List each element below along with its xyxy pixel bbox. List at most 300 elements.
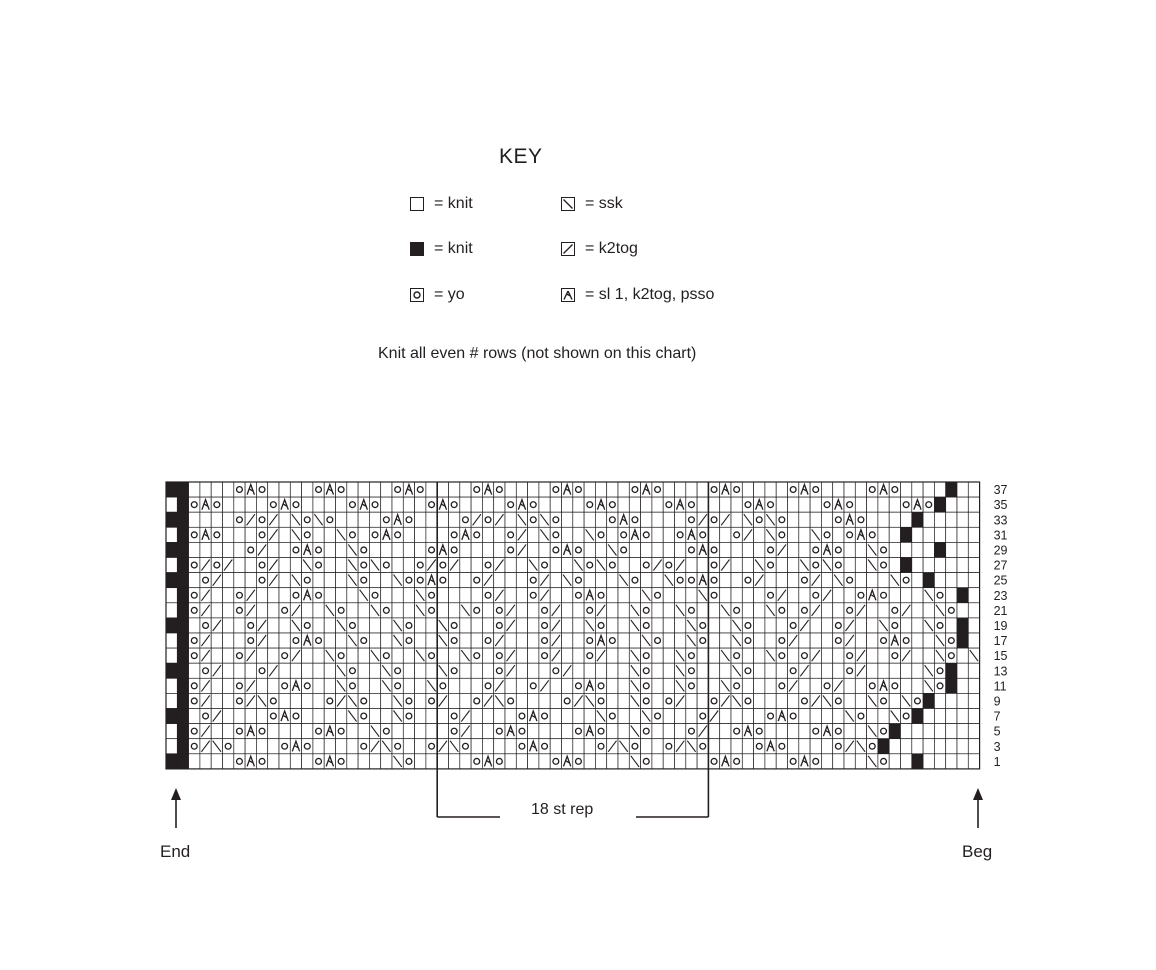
yo-cell [844, 603, 855, 618]
yo-cell [878, 754, 889, 769]
yo-cell [584, 603, 595, 618]
knit-cell [415, 512, 426, 527]
knit-cell [336, 542, 347, 557]
knit-cell [708, 603, 719, 618]
knit-cell [471, 588, 482, 603]
knit-cell [788, 693, 799, 708]
knit-cell [788, 588, 799, 603]
knit-cell [381, 709, 392, 724]
knit-cell [437, 724, 448, 739]
knit-cell [968, 633, 979, 648]
yo-cell [494, 618, 505, 633]
knit-cell [618, 588, 629, 603]
knit-black-cell [177, 573, 188, 588]
knit-cell [223, 754, 234, 769]
knit-cell [934, 558, 945, 573]
yo-cell [833, 542, 844, 557]
knit-cell [652, 678, 663, 693]
knit-cell [528, 633, 539, 648]
knit-black-cell [166, 754, 177, 769]
knit-cell [516, 693, 527, 708]
yo-cell [833, 618, 844, 633]
knit-cell [268, 588, 279, 603]
chart-note: Knit all even # rows (not shown on this chart) [378, 345, 697, 362]
knit-cell [742, 648, 753, 663]
knit-cell [290, 693, 301, 708]
yo-cell [313, 724, 324, 739]
knit-cell [392, 724, 403, 739]
knit-cell [697, 648, 708, 663]
knit-cell [573, 497, 584, 512]
knit-cell [821, 709, 832, 724]
knit-cell [810, 512, 821, 527]
knit-cell [754, 693, 765, 708]
yo-cell [336, 603, 347, 618]
yo-cell [381, 603, 392, 618]
knit-cell [268, 482, 279, 497]
knit-cell [742, 482, 753, 497]
knit-cell [223, 482, 234, 497]
knit-cell [313, 648, 324, 663]
knit-cell [946, 693, 957, 708]
knit-black-cell [177, 739, 188, 754]
yo-cell [788, 709, 799, 724]
knit-cell [562, 588, 573, 603]
knit-cell [663, 588, 674, 603]
knit-cell [607, 482, 618, 497]
yo-cell [539, 709, 550, 724]
yo-cell [821, 527, 832, 542]
yo-cell [358, 633, 369, 648]
yo-cell [844, 497, 855, 512]
knit-cell [234, 618, 245, 633]
knit-cell [776, 482, 787, 497]
yo-cell [494, 482, 505, 497]
yo-cell [189, 693, 200, 708]
knit-cell [358, 663, 369, 678]
knit-cell [268, 678, 279, 693]
yo-cell [471, 482, 482, 497]
knit-black-cell [912, 709, 923, 724]
yo-cell [482, 678, 493, 693]
knit-cell [844, 542, 855, 557]
yo-cell [641, 527, 652, 542]
knit-cell [392, 497, 403, 512]
knit-cell [166, 693, 177, 708]
knit-cell [211, 648, 222, 663]
knit-cell [889, 588, 900, 603]
knit-cell [765, 678, 776, 693]
knit-cell [652, 497, 663, 512]
knit-cell [562, 678, 573, 693]
yo-cell [573, 482, 584, 497]
knit-cell [946, 724, 957, 739]
yo-cell [460, 512, 471, 527]
yo-cell [742, 693, 753, 708]
knit-cell [369, 663, 380, 678]
knit-cell [968, 739, 979, 754]
knit-cell [324, 663, 335, 678]
knit-cell [471, 678, 482, 693]
yo-cell [528, 678, 539, 693]
yo-cell [878, 693, 889, 708]
repeat-label: 18 st rep [531, 801, 594, 818]
knit-cell [731, 709, 742, 724]
yo-cell [302, 678, 313, 693]
knit-cell [731, 588, 742, 603]
yo-cell [256, 527, 267, 542]
knit-cell [765, 573, 776, 588]
knit-cell [200, 512, 211, 527]
knit-cell [211, 482, 222, 497]
knit-cell [833, 527, 844, 542]
knit-cell [618, 497, 629, 512]
knit-cell [584, 739, 595, 754]
yo-cell [482, 512, 493, 527]
row-number: 35 [993, 498, 1008, 513]
knit-cell [901, 512, 912, 527]
knit-cell [381, 693, 392, 708]
row-number: 23 [993, 588, 1008, 603]
yo-cell [256, 754, 267, 769]
yo-cell [358, 558, 369, 573]
knit-cell [957, 512, 968, 527]
yo-cell [731, 648, 742, 663]
knit-cell [539, 542, 550, 557]
knit-cell [776, 497, 787, 512]
yo-cell [494, 754, 505, 769]
knit-black-cell [946, 482, 957, 497]
yo-cell [279, 739, 290, 754]
knit-cell [618, 678, 629, 693]
knit-cell [675, 542, 686, 557]
knit-cell [686, 709, 697, 724]
knit-cell [528, 542, 539, 557]
knit-cell [675, 588, 686, 603]
knit-cell [358, 648, 369, 663]
yo-cell [211, 527, 222, 542]
yo-cell [629, 482, 640, 497]
yo-cell [539, 633, 550, 648]
yo-cell [731, 482, 742, 497]
yo-cell [268, 497, 279, 512]
yo-cell [663, 739, 674, 754]
yo-cell [686, 678, 697, 693]
knit-cell [189, 754, 200, 769]
yo-cell [629, 573, 640, 588]
knit-black-cell [177, 497, 188, 512]
knit-cell [968, 693, 979, 708]
knit-cell [358, 482, 369, 497]
yo-cell [697, 618, 708, 633]
knit-cell [471, 497, 482, 512]
knit-cell [652, 527, 663, 542]
knit-cell [901, 663, 912, 678]
end-arrow-icon [171, 788, 181, 800]
knit-cell [788, 527, 799, 542]
knit-cell [776, 573, 787, 588]
knit-cell [957, 573, 968, 588]
knit-cell [584, 482, 595, 497]
knit-cell [754, 633, 765, 648]
yo-cell [200, 618, 211, 633]
knit-cell [539, 724, 550, 739]
yo-cell [878, 724, 889, 739]
yo-cell [516, 724, 527, 739]
knit-cell [912, 482, 923, 497]
knit-cell [607, 663, 618, 678]
row-number: 1 [993, 754, 1001, 769]
knit-cell [957, 709, 968, 724]
knit-cell [403, 663, 414, 678]
yo-cell [573, 754, 584, 769]
knit-cell [595, 573, 606, 588]
knit-cell [968, 678, 979, 693]
knit-cell [449, 678, 460, 693]
knit-cell [223, 724, 234, 739]
knit-cell [279, 724, 290, 739]
knit-cell [166, 588, 177, 603]
yo-cell [765, 497, 776, 512]
knit-cell [618, 724, 629, 739]
knit-cell [742, 754, 753, 769]
yo-cell [776, 739, 787, 754]
knit-cell [652, 648, 663, 663]
knit-cell [788, 648, 799, 663]
knit-cell [256, 678, 267, 693]
knit-black-cell [177, 603, 188, 618]
knit-cell [912, 558, 923, 573]
knit-black-cell [957, 618, 968, 633]
yo-cell [234, 724, 245, 739]
knit-cell [256, 588, 267, 603]
knit-cell [821, 482, 832, 497]
knit-black-cell [166, 709, 177, 724]
knit-cell [460, 678, 471, 693]
yo-cell [336, 482, 347, 497]
yo-cell [516, 739, 527, 754]
knit-cell [720, 663, 731, 678]
yo-cell [358, 693, 369, 708]
knit-cell [358, 512, 369, 527]
knit-cell [392, 542, 403, 557]
knit-cell [426, 663, 437, 678]
knit-cell [437, 482, 448, 497]
knit-cell [844, 678, 855, 693]
yo-cell [415, 558, 426, 573]
knit-cell [505, 709, 516, 724]
yo-cell [663, 497, 674, 512]
knit-cell [347, 648, 358, 663]
knit-cell [652, 693, 663, 708]
yo-cell [833, 724, 844, 739]
yo-cell [324, 512, 335, 527]
knit-cell [901, 739, 912, 754]
knit-cell [279, 663, 290, 678]
knit-cell [573, 663, 584, 678]
knit-cell [968, 512, 979, 527]
yo-cell [426, 693, 437, 708]
knit-black-cell [177, 588, 188, 603]
knit-cell [302, 482, 313, 497]
knit-cell [403, 648, 414, 663]
knit-cell [686, 482, 697, 497]
yo-cell [234, 648, 245, 663]
knit-cell [742, 588, 753, 603]
yo-cell [697, 709, 708, 724]
yo-cell [652, 588, 663, 603]
knit-cell [279, 558, 290, 573]
yo-cell [223, 739, 234, 754]
knit-cell [539, 482, 550, 497]
knit-cell [901, 482, 912, 497]
yo-cell [279, 603, 290, 618]
knit-cell [641, 542, 652, 557]
knit-cell [957, 724, 968, 739]
knit-cell [460, 754, 471, 769]
yo-cell [369, 527, 380, 542]
yo-cell [776, 633, 787, 648]
knit-black-cell [901, 527, 912, 542]
knit-cell [211, 588, 222, 603]
yo-cell [302, 618, 313, 633]
knit-cell [867, 648, 878, 663]
knit-cell [946, 709, 957, 724]
knit-cell [618, 482, 629, 497]
yo-cell [189, 603, 200, 618]
knit-cell [765, 618, 776, 633]
knit-cell [855, 542, 866, 557]
knit-cell [347, 724, 358, 739]
yo-cell [708, 512, 719, 527]
knit-cell [369, 678, 380, 693]
knit-cell [189, 482, 200, 497]
knit-cell [946, 739, 957, 754]
knit-cell [302, 724, 313, 739]
knit-cell [799, 542, 810, 557]
yo-cell [584, 558, 595, 573]
knit-cell [290, 724, 301, 739]
knit-cell [324, 739, 335, 754]
knit-cell [957, 754, 968, 769]
knit-cell [189, 542, 200, 557]
knit-cell [223, 633, 234, 648]
knit-cell [573, 512, 584, 527]
knit-cell [539, 693, 550, 708]
knit-cell [946, 497, 957, 512]
knit-cell [720, 588, 731, 603]
knit-cell [324, 527, 335, 542]
knit-cell [381, 588, 392, 603]
knit-cell [449, 482, 460, 497]
yo-cell [189, 739, 200, 754]
knit-cell [968, 603, 979, 618]
knit-cell [528, 663, 539, 678]
knit-cell [347, 754, 358, 769]
knit-cell [776, 724, 787, 739]
knit-cell [754, 754, 765, 769]
knit-cell [358, 603, 369, 618]
knit-cell [968, 754, 979, 769]
knit-black-cell [878, 739, 889, 754]
yo-cell [347, 663, 358, 678]
yo-cell [256, 573, 267, 588]
knit-cell [562, 709, 573, 724]
knit-cell [720, 527, 731, 542]
knit-cell [211, 724, 222, 739]
knit-cell [867, 603, 878, 618]
yo-cell [629, 512, 640, 527]
yo-cell [189, 497, 200, 512]
knit-cell [720, 542, 731, 557]
knit-cell [539, 497, 550, 512]
knit-cell [223, 588, 234, 603]
knit-black-cell [957, 633, 968, 648]
knit-cell [663, 754, 674, 769]
yo-cell [618, 527, 629, 542]
knit-cell [279, 542, 290, 557]
knit-cell [708, 739, 719, 754]
knit-cell [166, 527, 177, 542]
knit-cell [799, 588, 810, 603]
yo-cell [313, 754, 324, 769]
knit-cell [211, 512, 222, 527]
yo-cell [821, 497, 832, 512]
yo-cell [550, 663, 561, 678]
knit-cell [675, 512, 686, 527]
knit-cell [675, 754, 686, 769]
knit-cell [912, 573, 923, 588]
knit-cell [223, 573, 234, 588]
yo-cell [449, 633, 460, 648]
knit-cell [336, 558, 347, 573]
knit-cell [437, 603, 448, 618]
knit-cell [550, 693, 561, 708]
knit-cell [324, 618, 335, 633]
yo-cell [505, 693, 516, 708]
knit-cell [324, 497, 335, 512]
knit-cell [799, 724, 810, 739]
knit-cell [550, 497, 561, 512]
yo-cell [494, 663, 505, 678]
row-number: 7 [993, 709, 1001, 724]
knit-cell [392, 603, 403, 618]
yo-cell [403, 512, 414, 527]
knit-cell [607, 588, 618, 603]
knit-cell [516, 618, 527, 633]
knit-cell [268, 633, 279, 648]
knit-cell [708, 633, 719, 648]
knit-cell [369, 618, 380, 633]
knit-cell [889, 497, 900, 512]
knit-cell [708, 678, 719, 693]
yo-cell [471, 603, 482, 618]
knit-cell [889, 558, 900, 573]
knit-cell [381, 754, 392, 769]
knit-black-cell [923, 573, 934, 588]
knit-cell [415, 542, 426, 557]
knit-cell [584, 709, 595, 724]
yo-cell [268, 693, 279, 708]
knit-cell [799, 678, 810, 693]
knit-cell [403, 588, 414, 603]
knit-cell [663, 618, 674, 633]
knit-cell [460, 573, 471, 588]
knit-cell [607, 693, 618, 708]
yo-cell [573, 724, 584, 739]
knit-cell [437, 527, 448, 542]
knit-cell [460, 482, 471, 497]
